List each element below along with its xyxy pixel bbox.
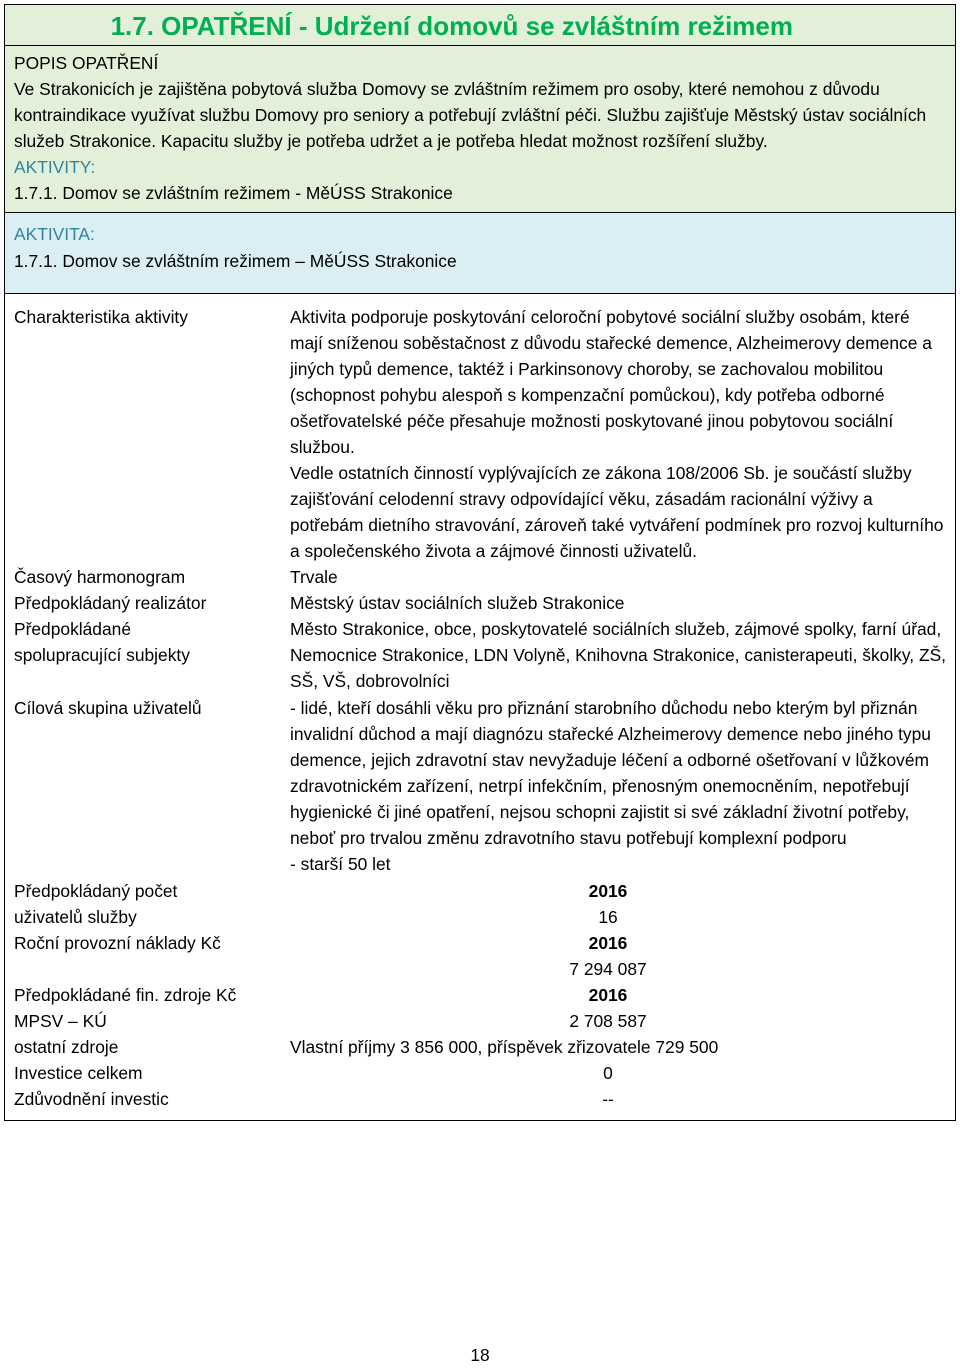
realizator-value: Městský ústav sociálních služeb Strakonice bbox=[290, 593, 625, 613]
pocet-number: 16 bbox=[598, 907, 618, 927]
measure-title: 1.7. OPATŘENÍ - Udržení domovů se zvláštním režimem bbox=[110, 11, 793, 41]
pocet-label bbox=[14, 878, 290, 930]
harmonogram-value: Trvale bbox=[290, 567, 338, 587]
charakteristika-p1: Aktivita podporuje poskytování celoroční pobytové sociální služby osobám, které mají sníženou soběstačnost z důvodu stařecké demence, Alzheimerovy demence a jiných typů demence, taktéž i Parkinsonovy choroby, se zachovalou mobilitou (schopnost pohybu alespoň s kompenzační pomůckou), kdy potřeba odborné ošetřovatelské péče přesahuje možnosti poskytované jinou pobytovou sociální službou. bbox=[290, 307, 932, 457]
activity-name: 1.7.1. Domov se zvláštním režimem – MěÚSS Strakonice bbox=[14, 251, 457, 271]
naklady-value bbox=[290, 930, 946, 982]
pocet-year: 2016 bbox=[588, 881, 628, 901]
row-zdroje bbox=[14, 982, 946, 1008]
document bbox=[4, 4, 956, 1121]
cilova-label: Cílová skupina uživatelů bbox=[14, 698, 202, 718]
ostatni-label: ostatní zdroje bbox=[14, 1037, 119, 1057]
zdroje-year: 2016 bbox=[588, 985, 628, 1005]
activity-header bbox=[4, 213, 956, 294]
title-row bbox=[5, 5, 955, 45]
description-heading: POPIS OPATŘENÍ bbox=[14, 53, 159, 73]
charakteristika-label: Charakteristika aktivity bbox=[14, 307, 188, 327]
zduvodneni-label: Zdůvodnění investic bbox=[14, 1089, 169, 1109]
activities-heading: AKTIVITY: bbox=[14, 157, 96, 177]
measure-description bbox=[5, 45, 955, 212]
naklady-year: 2016 bbox=[588, 933, 628, 953]
measure-header bbox=[4, 4, 956, 213]
row-mpsv bbox=[14, 1008, 946, 1034]
investice-value: 0 bbox=[603, 1063, 613, 1083]
mpsv-value: 2 708 587 bbox=[569, 1011, 647, 1031]
subjekty-label-line1: Předpokládané bbox=[14, 619, 131, 639]
subjekty-label-line2: spolupracující subjekty bbox=[14, 645, 190, 665]
pocet-label-line1: Předpokládaný počet bbox=[14, 881, 178, 901]
row-subjekty bbox=[14, 616, 946, 694]
pocet-label-line2: uživatelů služby bbox=[14, 907, 137, 927]
realizator-label: Předpokládaný realizátor bbox=[14, 593, 207, 613]
zduvodneni-value: -- bbox=[602, 1089, 614, 1109]
row-pocet bbox=[14, 878, 946, 930]
mpsv-label: MPSV – KÚ bbox=[14, 1011, 107, 1031]
row-realizator bbox=[14, 590, 946, 616]
naklady-label: Roční provozní náklady Kč bbox=[14, 933, 221, 953]
row-ostatni bbox=[14, 1034, 946, 1060]
activity-heading: AKTIVITA: bbox=[14, 224, 95, 244]
row-charakteristika bbox=[14, 304, 946, 564]
description-text: Ve Strakonicích je zajištěna pobytová služba Domovy se zvláštním režimem pro osoby, které nemohou z důvodu kontraindikace využívat službu Domovy pro seniory a potřebují zvláštní péči. Službu zajišťuje Městský ústav sociálních služeb Strakonice. Kapacitu služby je potřeba udržet a je potřeba hledat možnost rozšíření služby. bbox=[14, 79, 927, 151]
charakteristika-value bbox=[290, 304, 946, 564]
page-number: 18 bbox=[470, 1345, 490, 1365]
subjekty-value: Město Strakonice, obce, poskytovatelé sociálních služeb, zájmové spolky, farní úřad, Nemocnice Strakonice, LDN Volyně, Knihovna Strakonice, canisterapeuti, školky, ZŠ, SŠ, VŠ, dobrovolníci bbox=[290, 619, 947, 691]
row-cilova bbox=[14, 695, 946, 877]
naklady-number: 7 294 087 bbox=[569, 959, 647, 979]
row-naklady bbox=[14, 930, 946, 982]
ostatni-value: Vlastní příjmy 3 856 000, příspěvek zřizovatele 729 500 bbox=[290, 1037, 719, 1057]
investice-label: Investice celkem bbox=[14, 1063, 143, 1083]
row-investice bbox=[14, 1060, 946, 1086]
cilova-value-2: - starší 50 let bbox=[290, 854, 391, 874]
harmonogram-label: Časový harmonogram bbox=[14, 567, 186, 587]
activity-details bbox=[4, 294, 956, 1121]
cilova-value-1: - lidé, kteří dosáhli věku pro přiznání starobního důchodu nebo kterým byl přiznán invalidní důchod a mají diagnózu stařecké Alzheimerovy demence nebo jiného typu demence, jejich zdravotní stav nevyžaduje léčení a odborné ošetřovaní v lůžkovém zdravotnickém zařízení, netrpí infekčním, přenosným onemocněním, nepotřebují hygienické či jiné opatření, nejsou schopni zajistit si své základní životní potřeby, neboť pro trvalou změnu zdravotního stavu potřebují komplexní podporu bbox=[290, 698, 931, 848]
subjekty-label bbox=[14, 616, 290, 694]
zdroje-label: Předpokládané fin. zdroje Kč bbox=[14, 985, 237, 1005]
row-harmonogram bbox=[14, 564, 946, 590]
cilova-value bbox=[290, 695, 946, 877]
pocet-value bbox=[290, 878, 946, 930]
row-zduvodneni bbox=[14, 1086, 946, 1112]
charakteristika-p2: Vedle ostatních činností vyplývajících ze zákona 108/2006 Sb. je součástí služby zajišťování celodenní stravy odpovídající věku, zásadám racionální výživy a potřebám dietního stravování, zároveň také vytváření podmínek pro rozvoj kulturního a společenského života a zájmové činnosti uživatelů. bbox=[290, 463, 944, 561]
activities-item: 1.7.1. Domov se zvláštním režimem - MěÚSS Strakonice bbox=[14, 183, 453, 203]
